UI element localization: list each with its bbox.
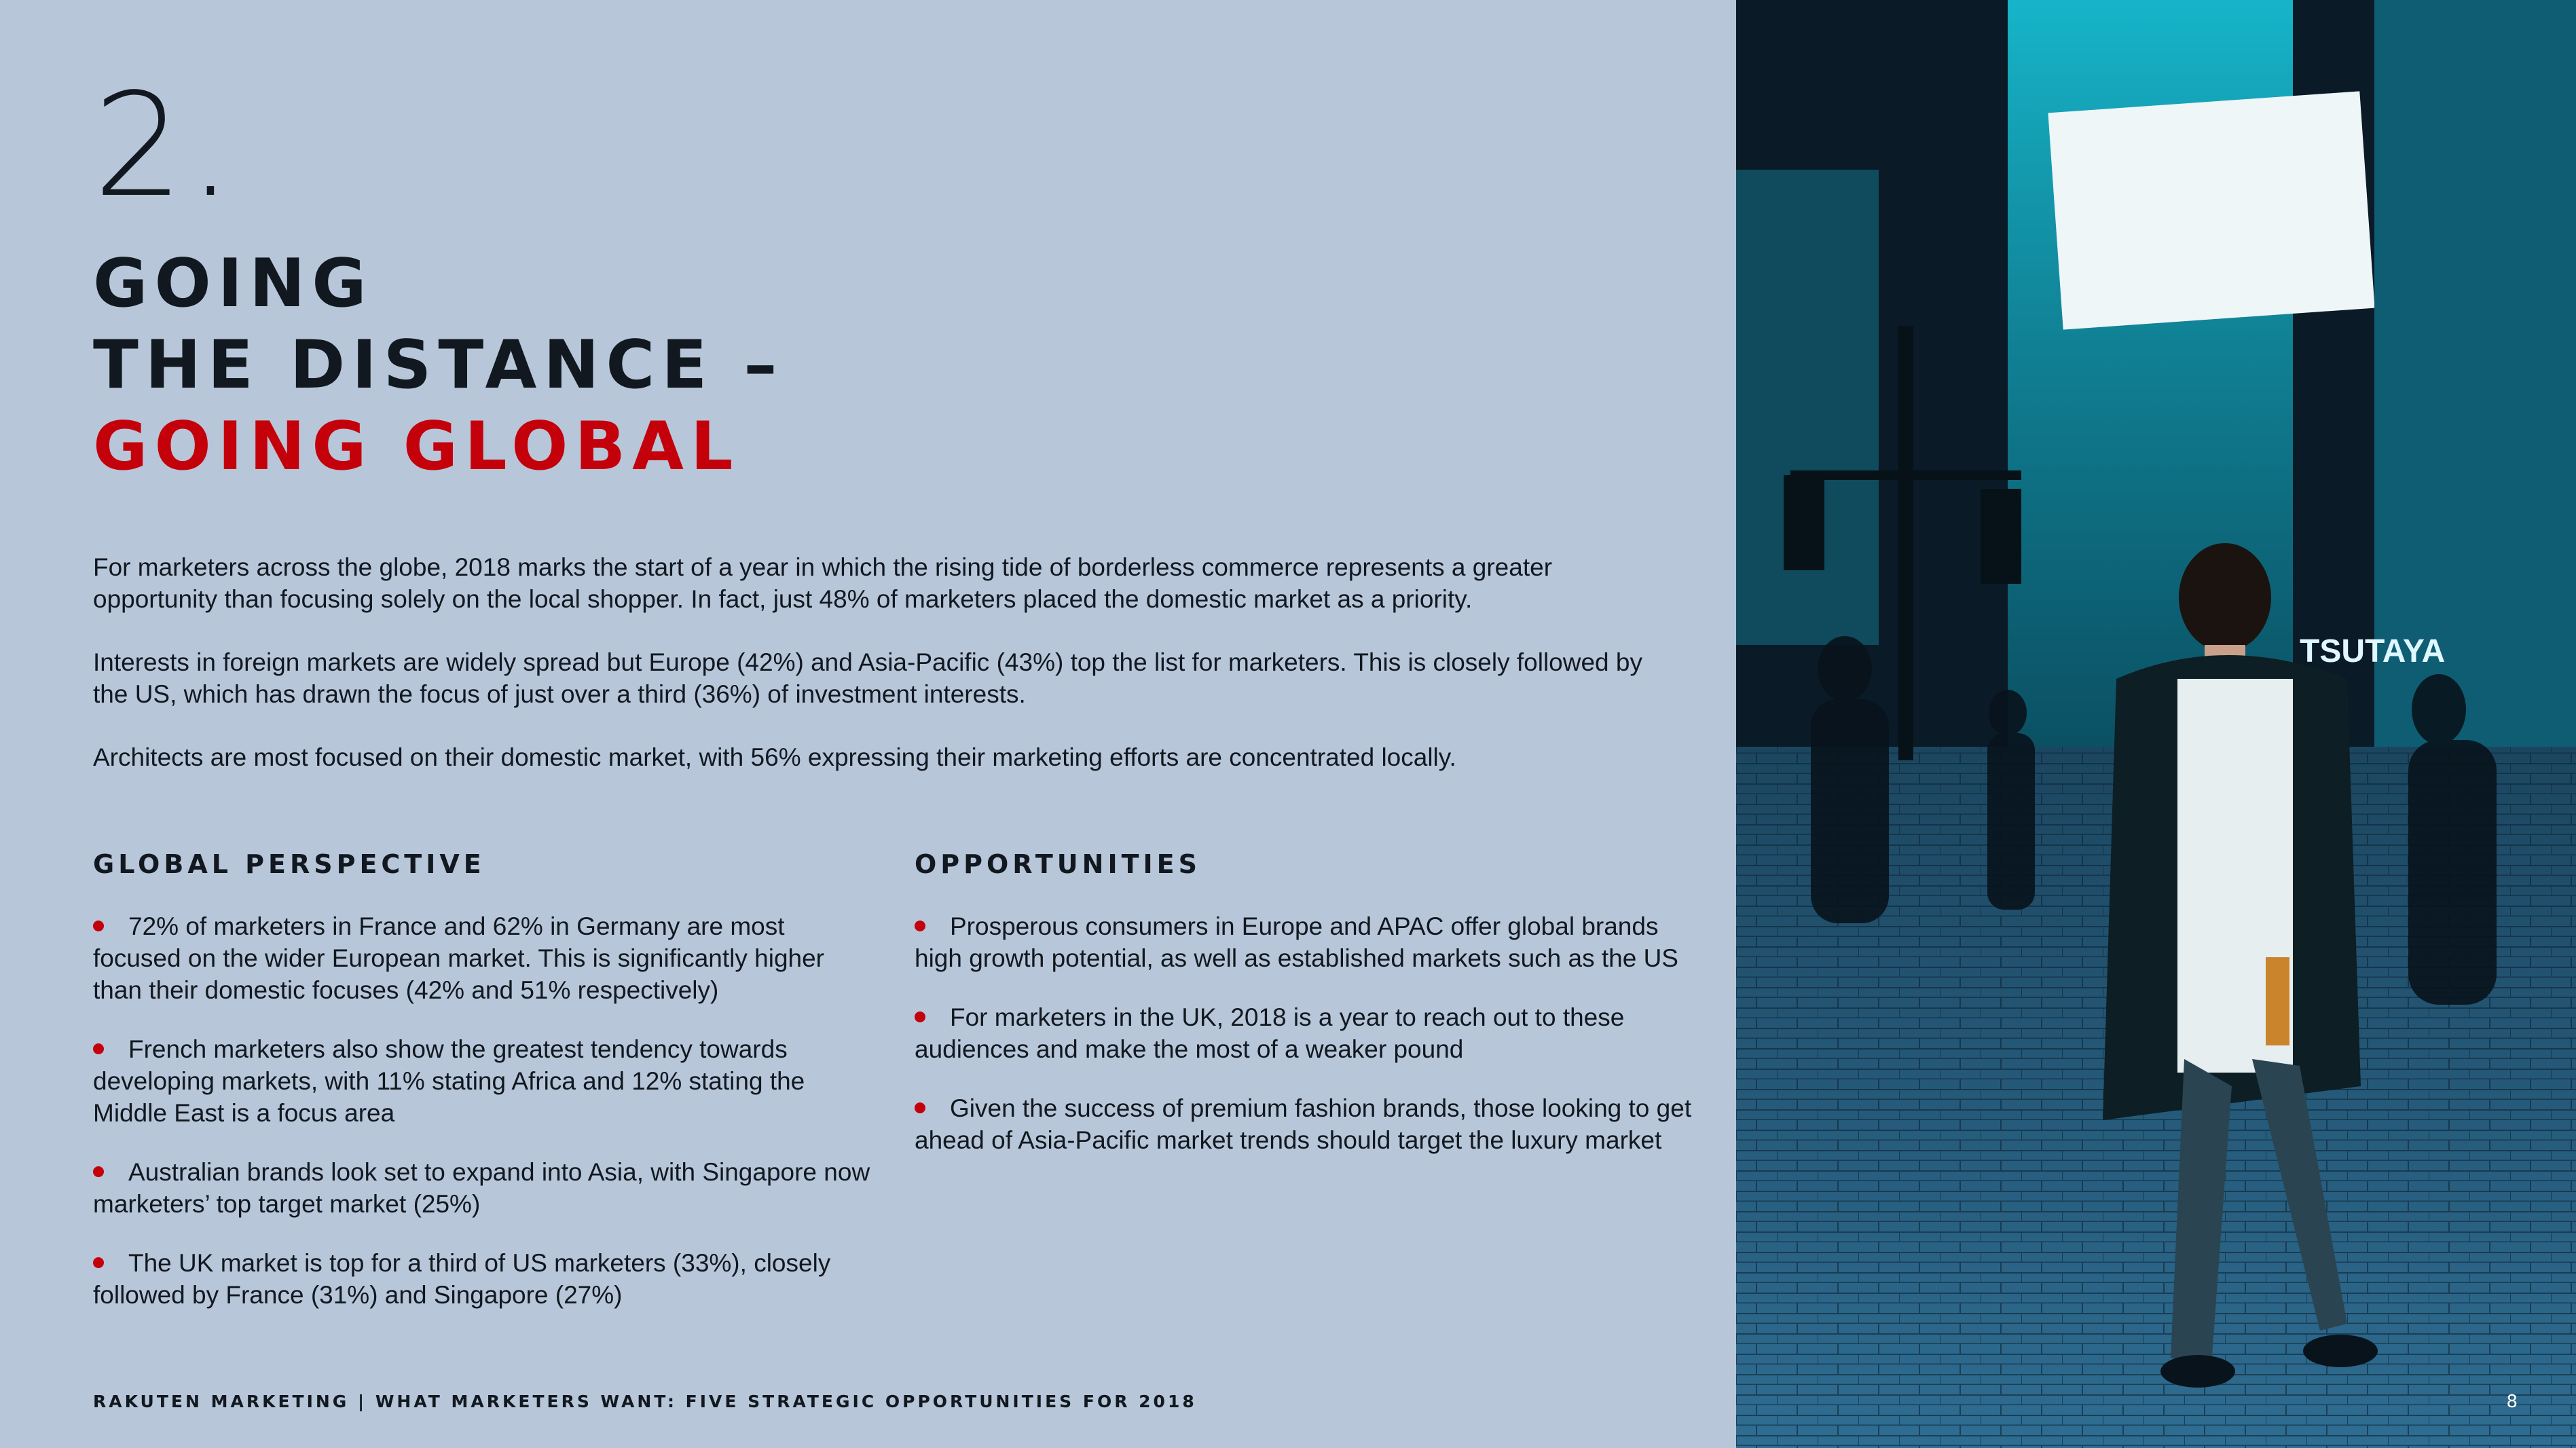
bullet-dot-icon	[93, 1257, 104, 1268]
sign-tsutaya: TSUTAYA	[2300, 633, 2446, 669]
section-heading: OPPORTUNITIES	[915, 849, 1201, 879]
list-item: Australian brands look set to expand into Asia, with Singapore now marketers’ top target market (25%)	[93, 1158, 870, 1218]
section-number: 2.	[93, 62, 238, 229]
bullet-dot-icon	[93, 921, 104, 931]
opportunities-section	[915, 849, 1695, 1183]
bullet-list	[915, 910, 1695, 1156]
global-perspective-section	[93, 849, 874, 1338]
headline-line-2: THE DISTANCE –	[93, 327, 784, 404]
traffic-light	[1784, 475, 1824, 570]
intro-paragraph: For marketers across the globe, 2018 marks the start of a year in which the rising tide of borderless commerce represents a greater opportunity than focusing solely on the local shopper. In fact, just 48% of marketers placed the domestic market as a priority.	[93, 553, 1553, 613]
traffic-light	[1981, 489, 2021, 584]
headline-line-1: GOING	[93, 245, 373, 322]
bullet-dot-icon	[915, 921, 925, 931]
left-building	[1736, 170, 1879, 645]
list-item: French marketers also show the greatest tendency towards developing markets, with 11% stating Africa and 12% stating the Middle East is a focus area	[93, 1035, 805, 1127]
bullet-dot-icon	[915, 1102, 925, 1113]
list-item: The UK market is top for a third of US marketers (33%), closely followed by France (31%) and Singapore (27%)	[93, 1249, 831, 1309]
bullet-list	[93, 910, 874, 1311]
section-heading: GLOBAL PERSPECTIVE	[93, 849, 485, 879]
list-item: For marketers in the UK, 2018 is a year to reach out to these audiences and make the most of a weaker pound	[915, 1003, 1625, 1063]
bullet-dot-icon	[93, 1043, 104, 1054]
page-title	[93, 243, 784, 487]
street-photo	[1736, 0, 2576, 1448]
list-item: Prosperous consumers in Europe and APAC offer global brands high growth potential, as well as established markets such as the US	[915, 912, 1678, 972]
list-item: 72% of marketers in France and 62% in Germany are most focused on the wider European market. This is significantly higher than their domestic focuses (42% and 51% respectively)	[93, 912, 824, 1004]
intro-paragraph: Architects are most focused on their domestic market, with 56% expressing their marketing efforts are concentrated locally.	[93, 743, 1456, 771]
footer-text: RAKUTEN MARKETING | WHAT MARKETERS WANT: FIVE STRATEGIC OPPORTUNITIES FOR 2018	[93, 1392, 1197, 1411]
page-number: 8	[2506, 1392, 2518, 1412]
bullet-dot-icon	[915, 1011, 925, 1022]
billboard	[2048, 91, 2374, 329]
intro-paragraph: Interests in foreign markets are widely spread but Europe (42%) and Asia-Pacific (43%) top the list for marketers. This is closely followed by the US, which has drawn the focus of just over a third (36%) of investment interests.	[93, 648, 1642, 708]
bullet-dot-icon	[93, 1166, 104, 1177]
street-photo-illustration	[1736, 0, 2576, 1448]
intro-text	[93, 551, 1675, 804]
headline-line-3: GOING GLOBAL	[93, 408, 740, 485]
list-item: Given the success of premium fashion brands, those looking to get ahead of Asia-Pacific market trends should target the luxury market	[915, 1094, 1692, 1154]
